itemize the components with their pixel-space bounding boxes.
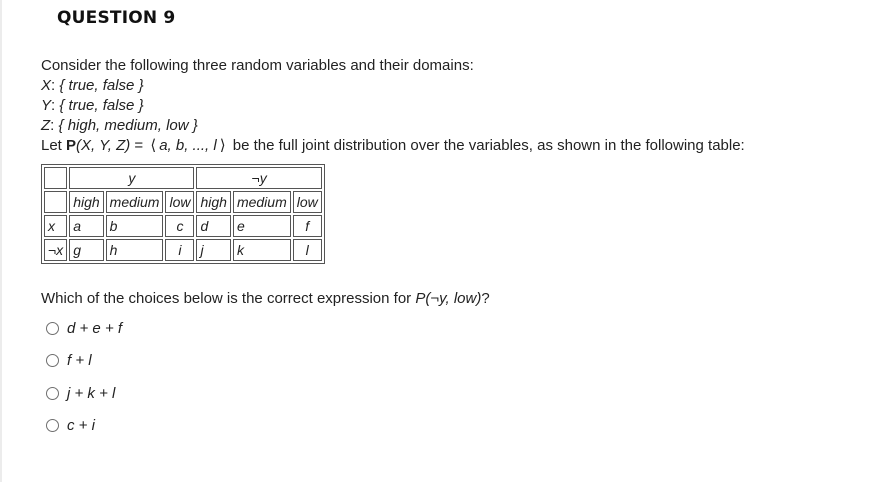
table-cell: b bbox=[106, 215, 164, 237]
domain-x: X: { true, false } bbox=[41, 77, 144, 94]
choice-option-1[interactable] bbox=[46, 318, 122, 338]
table-row bbox=[44, 215, 322, 237]
choice-label[interactable]: j + k + l bbox=[67, 384, 116, 402]
intro-text: Consider the following three random variables and their domains: bbox=[41, 57, 474, 74]
table-cell: k bbox=[233, 239, 291, 261]
header-z-high: high bbox=[196, 191, 230, 213]
choice-label[interactable]: c + i bbox=[67, 416, 95, 434]
table-cell: i bbox=[165, 239, 194, 261]
radio-button[interactable] bbox=[46, 387, 59, 400]
radio-button[interactable] bbox=[46, 354, 59, 367]
table-header-row-z bbox=[44, 191, 322, 213]
radio-button[interactable] bbox=[46, 419, 59, 432]
joint-distribution-text: Let P(X, Y, Z) = ⟨ a, b, ..., l ⟩ be the full joint distribution over the variables, as shown in the following table: bbox=[41, 137, 745, 154]
table-row bbox=[44, 239, 322, 261]
domain-z: Z: { high, medium, low } bbox=[41, 117, 198, 134]
header-z-medium: medium bbox=[233, 191, 291, 213]
question-title: QUESTION 9 bbox=[57, 8, 176, 28]
header-z-low: low bbox=[293, 191, 322, 213]
table-corner-cell bbox=[44, 191, 67, 213]
table-cell: g bbox=[69, 239, 103, 261]
domain-y: Y: { true, false } bbox=[41, 97, 144, 114]
question-prompt: Which of the choices below is the correct expression for P(¬y, low)? bbox=[41, 290, 490, 307]
choice-option-2[interactable] bbox=[46, 350, 92, 370]
choice-label[interactable]: d + e + f bbox=[67, 319, 123, 337]
choice-label[interactable]: f + l bbox=[67, 351, 92, 369]
choice-option-3[interactable] bbox=[46, 383, 115, 403]
table-cell: a bbox=[69, 215, 103, 237]
row-label-not-x: ¬x bbox=[44, 239, 67, 261]
table-cell: l bbox=[293, 239, 322, 261]
row-label-x: x bbox=[44, 215, 67, 237]
table-cell: j bbox=[196, 239, 230, 261]
choice-option-4[interactable] bbox=[46, 415, 95, 435]
header-z-low: low bbox=[165, 191, 194, 213]
table-header-row-y bbox=[44, 167, 322, 189]
header-z-medium: medium bbox=[106, 191, 164, 213]
table-cell: e bbox=[233, 215, 291, 237]
header-y: y bbox=[69, 167, 194, 189]
table-cell: d bbox=[196, 215, 230, 237]
radio-button[interactable] bbox=[46, 322, 59, 335]
header-not-y: ¬y bbox=[196, 167, 321, 189]
header-z-high: high bbox=[69, 191, 103, 213]
left-border bbox=[0, 0, 2, 482]
joint-distribution-table bbox=[41, 164, 325, 264]
table-cell: h bbox=[106, 239, 164, 261]
question-body bbox=[41, 56, 745, 156]
table-cell: f bbox=[293, 215, 322, 237]
table-cell: c bbox=[165, 215, 194, 237]
table-corner-cell bbox=[44, 167, 67, 189]
